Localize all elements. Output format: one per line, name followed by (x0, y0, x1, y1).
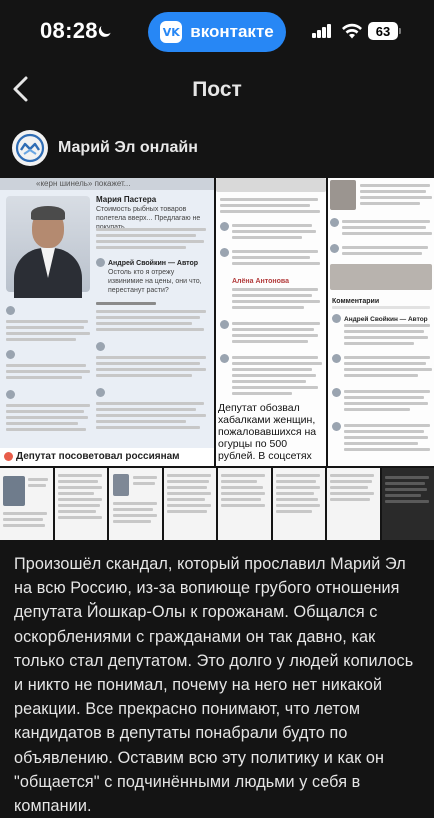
community-avatar[interactable] (12, 130, 48, 166)
post-header (0, 66, 434, 116)
media-thumbnail[interactable] (55, 468, 108, 540)
vk-logo-icon: VK (160, 21, 182, 43)
app-pill-label: вконтакте (190, 22, 273, 42)
media-thumbnail[interactable] (164, 468, 217, 540)
shot1-topbar: «керн шинель» покажет... (0, 178, 214, 190)
page-title: Пост (0, 78, 434, 102)
screenshot-image-1[interactable] (0, 178, 214, 466)
media-thumbnail[interactable] (273, 468, 326, 540)
app-return-pill[interactable] (148, 12, 286, 52)
shot1-comment-author: Мария Пастера (96, 194, 156, 205)
media-thumbnail[interactable] (327, 468, 380, 540)
shot1-caption: Депутат посоветовал россиянам (0, 448, 214, 466)
shot2-author: Алёна Антонова (232, 276, 289, 287)
moon-icon (99, 20, 114, 35)
shot1-comment-text: Стоимость рыбных товаров полетела вверх... Предлагаю не (96, 205, 208, 232)
media-thumbnail[interactable] (382, 468, 434, 540)
community-row[interactable] (12, 128, 312, 168)
screenshot-image-2[interactable] (216, 178, 326, 466)
media-thumbnail-row (0, 468, 434, 540)
shot3-comments-header: Комментарии (332, 296, 379, 307)
screenshot-image-3[interactable] (328, 178, 434, 466)
post-body-text: Произошёл скандал, который прославил Марий Эл на всю Россию, из-за вопиюще грубого отношения депутата Йошкар-Олы к горожанам. Общался с оскорблениями с гражданами он так давно, как только стал депутатом. Это долго у людей копилось и никто не понимал, почему на него нет никакой реакции. Все прекрасно понимают, что летом кандидатов в депутаты понабрали будто по объявлению. Оставим всю эту политику и как он "общается" с подчинёнными людьми у себя в компании. (14, 552, 424, 818)
signal-icon (312, 24, 332, 38)
media-thumbnail[interactable] (218, 468, 271, 540)
status-bar (0, 0, 434, 66)
clock: 08:28 (40, 18, 98, 44)
shot1-reply-author: Андрей Свойкин — Автор (108, 258, 198, 269)
shot3-author: Андрей Свойкин — Автор (344, 314, 428, 325)
battery-icon: 63 (368, 22, 398, 40)
post-media-grid (0, 178, 434, 466)
deputy-photo (6, 196, 90, 292)
shot2-headline: Депутат обозвал хабалками женщин, пожаловавшихся на огурцы по 500 рублей. В соцсетях (218, 402, 322, 462)
media-thumbnail[interactable] (109, 468, 162, 540)
community-name[interactable]: Марий Эл онлайн (58, 139, 198, 157)
battery-tip (399, 28, 401, 34)
media-thumbnail[interactable] (0, 468, 53, 540)
shot1-reply-text: Остоль кто я отрежу извинимие на цены, они что, перестанут расти? (108, 268, 208, 295)
wifi-icon (341, 22, 363, 40)
community-logo-icon (15, 133, 45, 163)
